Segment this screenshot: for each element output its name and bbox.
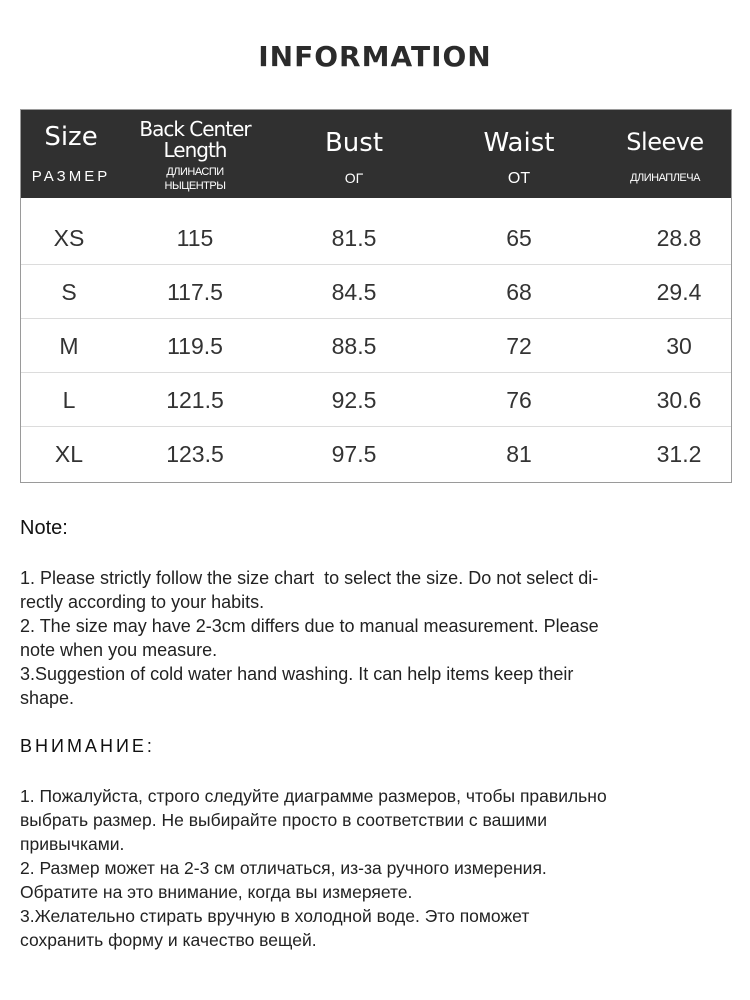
attention-line: Обратите на это внимание, когда вы измеряете. bbox=[20, 882, 413, 902]
attention-line: выбрать размер. Не выбирайте просто в соответствии с вашими bbox=[20, 810, 547, 830]
header-sleeve-sublabel: ДЛИНАПЛЕЧА bbox=[630, 172, 700, 184]
page-title: INFORMATION bbox=[258, 40, 492, 73]
cell-size: M bbox=[59, 333, 79, 359]
header-bust bbox=[269, 110, 439, 198]
cell-length: 117.5 bbox=[167, 279, 223, 305]
table-row bbox=[21, 211, 731, 265]
cell-length: 121.5 bbox=[166, 387, 224, 413]
cell-bust: 81.5 bbox=[331, 225, 377, 251]
note-line: shape. bbox=[20, 688, 75, 708]
header-waist bbox=[439, 110, 599, 198]
cell-length: 115 bbox=[176, 225, 214, 251]
table-row bbox=[21, 427, 731, 481]
note-line: 2. The size may have 2-3cm differs due to manual measurement. Please bbox=[20, 616, 599, 636]
note-line: 3.Suggestion of cold water hand washing. It can help items keep their bbox=[20, 664, 574, 684]
cell-size: L bbox=[62, 387, 76, 413]
header-waist-sublabel: ОТ bbox=[507, 170, 531, 187]
note-line: 1. Please strictly follow the size chart to select the size. Do not select di- bbox=[20, 568, 599, 588]
header-length bbox=[121, 110, 269, 198]
cell-size: S bbox=[61, 279, 77, 305]
note-text bbox=[20, 566, 730, 710]
note-line: note when you measure. bbox=[20, 640, 218, 660]
header-sleeve-label: Sleeve bbox=[626, 128, 704, 156]
cell-sleeve: 28.8 bbox=[656, 225, 702, 251]
cell-bust: 84.5 bbox=[331, 279, 377, 305]
header-length-sublabel-1: ДЛИНАСПИ bbox=[166, 166, 224, 178]
attention-line: 3.Желательно стирать вручную в холодной воде. Это поможет bbox=[20, 906, 530, 926]
cell-size: XS bbox=[53, 225, 85, 251]
note-line: rectly according to your habits. bbox=[20, 592, 265, 612]
cell-waist: 76 bbox=[506, 387, 532, 413]
header-length-label-1: Back Center bbox=[139, 117, 251, 141]
header-size-sublabel: РАЗМЕР bbox=[31, 168, 111, 185]
size-table bbox=[20, 109, 732, 483]
cell-length: 123.5 bbox=[166, 441, 224, 467]
cell-bust: 92.5 bbox=[331, 387, 377, 413]
attention-line: 1. Пожалуйста, строго следуйте диаграмме размеров, чтобы правильно bbox=[20, 786, 607, 806]
cell-length: 119.5 bbox=[167, 333, 223, 359]
header-bust-sublabel: ОГ bbox=[344, 170, 364, 186]
attention-line: 2. Размер может на 2-3 см отличаться, из-за ручного измерения. bbox=[20, 858, 547, 878]
attention-line: сохранить форму и качество вещей. bbox=[20, 930, 317, 950]
header-length-label-2: Length bbox=[163, 138, 227, 162]
attention-heading: ВНИМАНИЕ: bbox=[20, 736, 155, 756]
cell-size: XL bbox=[54, 441, 84, 467]
table-row bbox=[21, 265, 731, 319]
cell-sleeve: 30.6 bbox=[656, 387, 702, 413]
note-heading: Note: bbox=[20, 517, 68, 539]
header-bust-label: Bust bbox=[324, 128, 384, 158]
header-sleeve bbox=[599, 110, 731, 198]
table-row bbox=[21, 319, 731, 373]
cell-waist: 68 bbox=[506, 279, 532, 305]
header-length-sublabel-2: НЫЦЕНТРЫ bbox=[164, 180, 226, 192]
header-size-label: Size bbox=[44, 122, 98, 152]
header-waist-label: Waist bbox=[483, 128, 555, 158]
header-size bbox=[21, 110, 121, 198]
cell-waist: 65 bbox=[506, 225, 532, 251]
table-row bbox=[21, 373, 731, 427]
cell-sleeve: 29.4 bbox=[656, 279, 702, 305]
cell-bust: 88.5 bbox=[331, 333, 377, 359]
attention-line: привычками. bbox=[20, 834, 125, 854]
table-header bbox=[21, 110, 731, 198]
cell-waist: 72 bbox=[506, 333, 532, 359]
cell-waist: 81 bbox=[506, 441, 532, 467]
cell-sleeve: 31.2 bbox=[656, 441, 702, 467]
cell-bust: 97.5 bbox=[331, 441, 377, 467]
attention-text bbox=[20, 784, 730, 952]
cell-sleeve: 30 bbox=[666, 333, 692, 359]
